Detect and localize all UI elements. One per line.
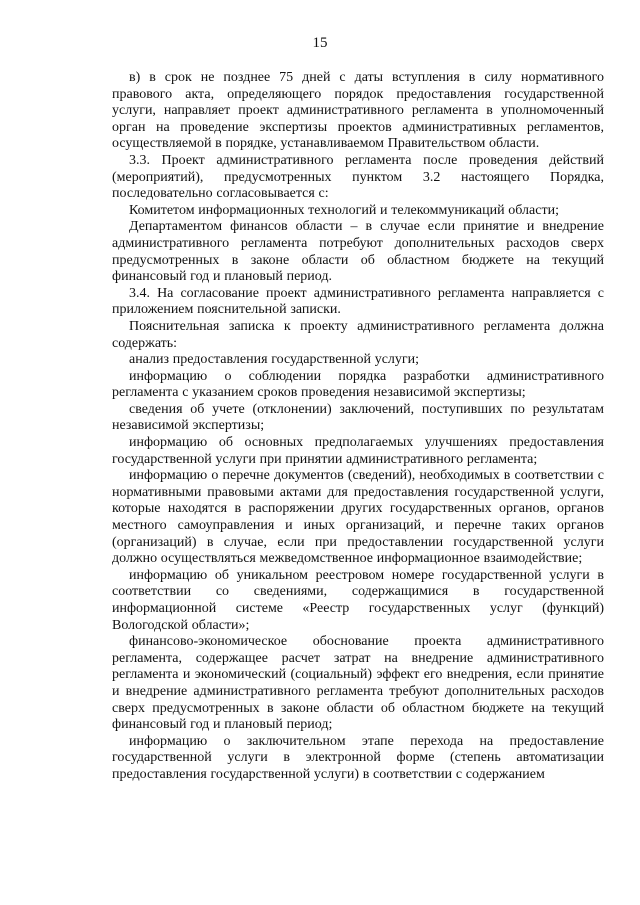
list-item-conclusions: сведения об учете (отклонении) заключений, поступивших по результатам независимой экспертизы; bbox=[112, 401, 604, 434]
paragraph-explanatory-note: Пояснительная записка к проекту административного регламента должна содержать: bbox=[112, 318, 604, 351]
list-item-procedure-compliance: информацию о соблюдении порядка разработки административного регламента с указанием сроков проведения независимой экспертизы; bbox=[112, 368, 604, 401]
list-item-improvements: информацию об основных предполагаемых улучшениях предоставления государственной услуги при принятии административного регламента; bbox=[112, 435, 604, 467]
paragraph-committee: Комитетом информационных технологий и телекоммуникаций области; bbox=[129, 202, 559, 218]
paragraph-finance-department: Департаментом финансов области – в случае если принятие и внедрение административного регламента потребуют дополнительных расходов сверх предусмотренных в законе области об областном бюджете на текущий финансовый год и плановый период. bbox=[112, 219, 604, 285]
paragraph-deadline-expertise: в) в срок не позднее 75 дней с даты вступления в силу нормативного правового акта, определяющего порядок предоставления государственной услуги, направляет проект административного регламента в уполномоченный орган на проведение экспертизы проектов административных регламентов, осуществляемой в порядке, устанавливаемом Правительством области. bbox=[112, 70, 604, 152]
list-item-financial-justification: финансово-экономическое обоснование проекта административного регламента, содержащее расчет затрат на внедрение административного регламента и экономический (социальный) эффект его внедрения, если принятие и внедрение административного регламента требуют дополнительных расходов сверх предусмотренных в законе области об областном бюджете на текущий финансовый год и плановый период; bbox=[112, 634, 604, 733]
paragraph-3-4: 3.4. На согласование проект административного регламента направляется с приложением пояснительной записки. bbox=[112, 285, 604, 318]
document-body bbox=[112, 70, 604, 784]
list-item-electronic-stage: информацию о заключительном этапе перехода на предоставление государственной услуги в электронной форме (степень автоматизации предоставления государственной услуги) в соответствии с содержанием bbox=[112, 733, 604, 782]
list-item-analysis: анализ предоставления государственной услуги; bbox=[129, 352, 420, 368]
list-item-registry-number: информацию об уникальном реестровом номере государственной услуги в соответствии со сведениями, содержащимися в государственной информационной системе «Реестр государственных услуг (функций) Вологодской области»; bbox=[112, 567, 604, 633]
list-item-documents: информацию о перечне документов (сведений), необходимых в соответствии с нормативными правовыми актами для предоставления государственной услуги, которые находятся в распоряжении других государственных органов, органов местного самоуправления и иных организаций, и перечне таких органов (организаций) в случае, если при предоставлении государственной услуги должно осуществляться межведомственное информационное взаимодействие; bbox=[112, 468, 604, 567]
page-number: 15 bbox=[312, 35, 328, 51]
paragraph-3-3: 3.3. Проект административного регламента после проведения действий (мероприятий), предусмотренных пунктом 3.2 настоящего Порядка, последовательно согласовывается с: bbox=[112, 152, 604, 202]
